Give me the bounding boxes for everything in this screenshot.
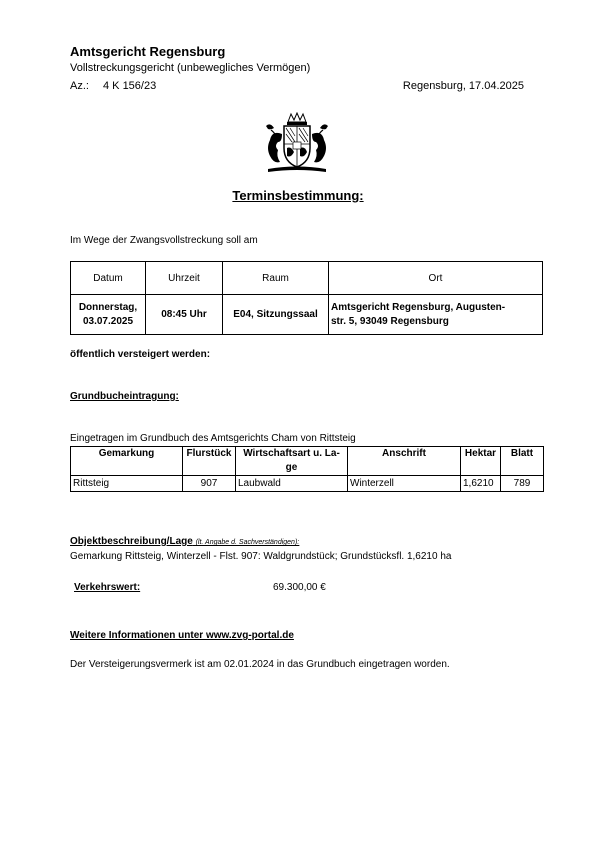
gb-header-wirtschaftsart — [236, 447, 348, 476]
file-number-label: Az.: — [70, 80, 89, 92]
info-link[interactable]: Weitere Informationen unter www.zvg-portal.de — [70, 630, 294, 641]
table-row — [71, 476, 544, 492]
schedule-header-room: Raum — [223, 262, 329, 295]
schedule-header-place: Ort — [329, 262, 543, 295]
gb-blatt: 789 — [501, 476, 544, 492]
gb-header-gemarkung: Gemarkung — [71, 447, 183, 476]
gb-header-hektar: Hektar — [461, 447, 501, 476]
schedule-header-date: Datum — [71, 262, 146, 295]
gb-gemarkung: Rittsteig — [71, 476, 183, 492]
gb-header-wirtschaftsart-line2: ge — [285, 462, 298, 473]
schedule-time: 08:45 Uhr — [146, 295, 223, 335]
court-name: Amtsgericht Regensburg — [70, 44, 226, 59]
place-date: Regensburg, 17.04.2025 — [402, 80, 524, 92]
schedule-date-weekday: Donnerstag, — [78, 301, 138, 313]
schedule-place — [329, 295, 543, 335]
gb-header-anschrift: Anschrift — [348, 447, 461, 476]
schedule-room: E04, Sitzungssaal — [223, 295, 329, 335]
coat-of-arms-icon — [262, 112, 332, 174]
schedule-date — [71, 295, 146, 335]
gb-header-flurstueck: Flurstück — [183, 447, 236, 476]
court-subtitle: Vollstreckungsgericht (unbewegliches Vermögen) — [70, 62, 311, 74]
grundbuch-intro: Eingetragen im Grundbuch des Amtsgerichts Cham von Rittsteig — [70, 433, 356, 444]
auction-statement: öffentlich versteigert werden: — [70, 349, 211, 360]
schedule-date-value: 03.07.2025 — [82, 315, 134, 327]
gb-wirtschaftsart: Laubwald — [236, 476, 348, 492]
gb-header-blatt: Blatt — [501, 447, 544, 476]
registration-note: Der Versteigerungsvermerk ist am 02.01.2024 in das Grundbuch eingetragen worden. — [70, 659, 450, 670]
gb-anschrift: Winterzell — [348, 476, 461, 492]
objekt-note: (lt. Angabe d. Sachverständigen): — [195, 539, 300, 546]
schedule-place-line2: str. 5, 93049 Regensburg — [331, 315, 449, 327]
file-number: 4 K 156/23 — [103, 80, 157, 92]
schedule-table — [70, 261, 543, 335]
gb-hektar: 1,6210 — [461, 476, 501, 492]
schedule-place-line1: Amtsgericht Regensburg, Augusten- — [331, 301, 506, 313]
objekt-heading — [70, 536, 299, 547]
verkehrswert-value: 69.300,00 € — [273, 582, 326, 593]
page-title: Terminsbestimmung: — [232, 188, 364, 203]
grundbuch-heading: Grundbucheintragung: — [70, 391, 179, 402]
grundbuch-table — [70, 446, 544, 492]
schedule-header-time: Uhrzeit — [146, 262, 223, 295]
objekt-heading-text: Objektbeschreibung/Lage — [70, 536, 193, 547]
intro-text: Im Wege der Zwangsvollstreckung soll am — [70, 235, 258, 246]
objekt-description: Gemarkung Rittsteig, Winterzell - Flst. 907: Waldgrundstück; Grundstücksfl. 1,6210 ha — [70, 551, 452, 562]
gb-header-wirtschaftsart-line1: Wirtschaftsart u. La- — [243, 448, 340, 459]
verkehrswert-label: Verkehrswert: — [74, 582, 141, 593]
gb-flurstueck: 907 — [183, 476, 236, 492]
